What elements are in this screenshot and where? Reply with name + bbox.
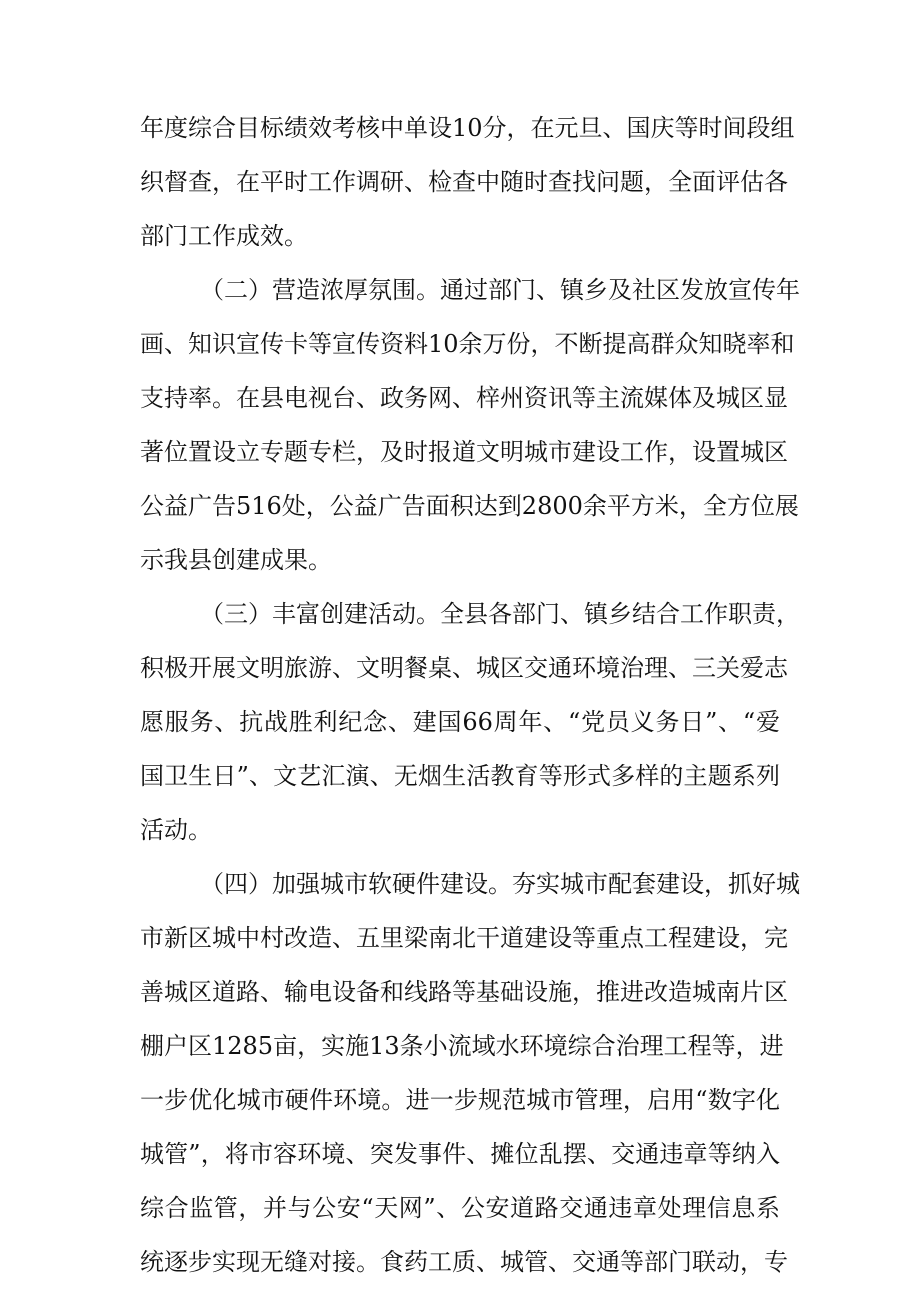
paragraph-heading-line: （三）丰富创建活动。全县各部门、镇乡结合工作职责， xyxy=(200,600,800,628)
paragraph-heading-line: （四）加强城市软硬件建设。夯实城市配套建设，抓好城 xyxy=(200,870,800,898)
text-line: 织督查，在平时工作调研、检查中随时查找问题，全面评估各 xyxy=(140,168,788,196)
text-line: 部门工作成效。 xyxy=(140,222,308,250)
text-line: 一步优化城市硬件环境。进一步规范城市管理，启用“数字化 xyxy=(140,1086,780,1114)
text-line: 活动。 xyxy=(140,816,212,844)
text-line: 年度综合目标绩效考核中单设10分，在元旦、国庆等时间段组 xyxy=(140,114,795,142)
text-line: 示我县创建成果。 xyxy=(140,546,332,574)
text-line: 善城区道路、输电设备和线路等基础设施，推进改造城南片区 xyxy=(140,978,788,1006)
text-line: 支持率。在县电视台、政务网、梓州资讯等主流媒体及城区显 xyxy=(140,384,788,412)
text-line: 积极开展文明旅游、文明餐桌、城区交通环境治理、三关爱志 xyxy=(140,654,788,682)
text-line: 市新区城中村改造、五里梁南北干道建设等重点工程建设，完 xyxy=(140,924,788,952)
text-line: 城管”，将市容环境、突发事件、摊位乱摆、交通违章等纳入 xyxy=(140,1140,780,1168)
text-line: 画、知识宣传卡等宣传资料10余万份，不断提高群众知晓率和 xyxy=(140,330,795,358)
text-line: 著位置设立专题专栏，及时报道文明城市建设工作，设置城区 xyxy=(140,438,788,466)
text-line: 综合监管，并与公安“天网”、公安道路交通违章处理信息系 xyxy=(140,1194,780,1222)
paragraph-heading-line: （二）营造浓厚氛围。通过部门、镇乡及社区发放宣传年 xyxy=(200,276,800,304)
text-line: 国卫生日”、文艺汇演、无烟生活教育等形式多样的主题系列 xyxy=(140,762,780,790)
text-line: 公益广告516处，公益广告面积达到2800余平方米，全方位展 xyxy=(140,492,799,520)
text-line: 棚户区1285亩，实施13条小流域水环境综合治理工程等，进 xyxy=(140,1032,784,1060)
text-line: 统逐步实现无缝对接。食药工质、城管、交通等部门联动，专 xyxy=(140,1248,788,1276)
text-line: 愿服务、抗战胜利纪念、建国66周年、“党员义务日”、“爱 xyxy=(140,708,780,736)
